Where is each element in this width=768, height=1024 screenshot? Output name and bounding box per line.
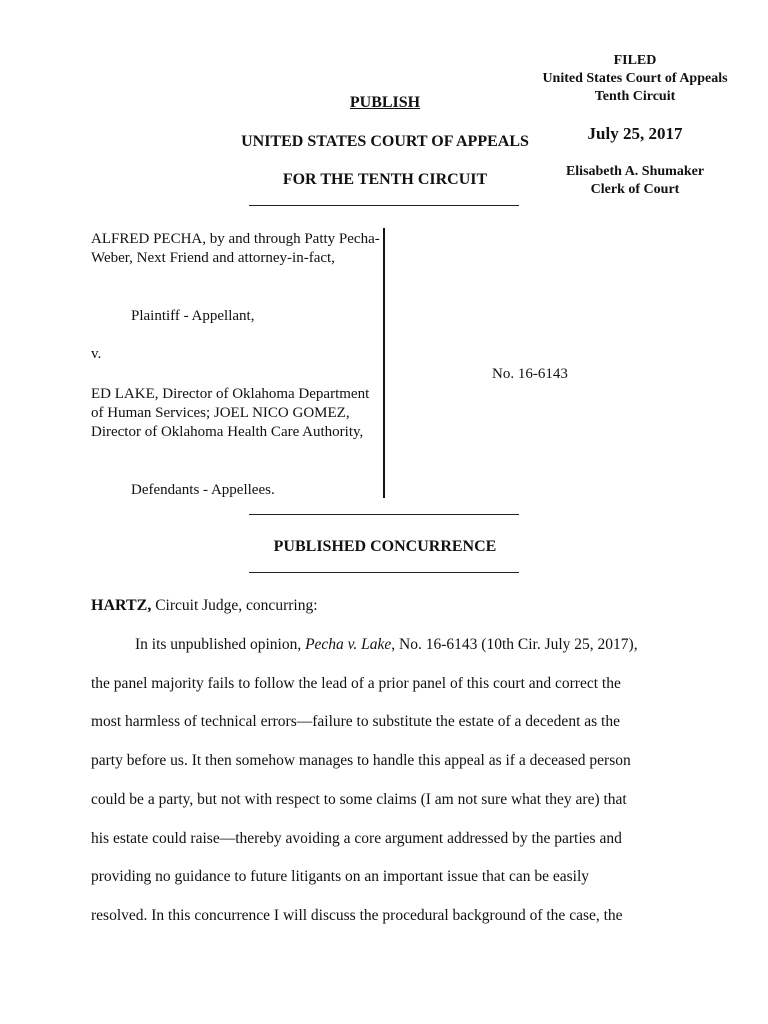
clerk-title: Clerk of Court — [590, 182, 680, 197]
circuit-name: Tenth Circuit — [594, 89, 676, 104]
body-line-4: party before us. It then somehow manages to handle this appeal as if a deceased person — [91, 752, 631, 769]
section-title: PUBLISHED CONCURRENCE — [273, 538, 497, 555]
filed-stamp — [530, 52, 740, 106]
defendants-role: Defendants - Appellees. — [131, 482, 275, 498]
judge-role: Circuit Judge, concurring: — [151, 597, 318, 614]
clerk-name: Elisabeth A. Shumaker — [565, 164, 705, 179]
body-line-7: providing no guidance to future litigants on an important issue that can be easily — [91, 868, 590, 885]
judge-name: HARTZ, — [91, 597, 152, 614]
court-heading: UNITED STATES COURT OF APPEALS — [241, 133, 529, 150]
body-line-1 — [135, 636, 638, 654]
circuit-heading: FOR THE TENTH CIRCUIT — [282, 171, 488, 188]
body-line-3: most harmless of technical errors—failure to substitute the estate of a decedent as the — [91, 713, 620, 730]
plaintiff-name: ALFRED PECHA, by and through Patty Pecha-Weber, Next Friend and attorney-in-fact, — [91, 231, 380, 266]
filed-label: FILED — [613, 53, 657, 68]
body-line-6: his estate could raise—thereby avoiding a core argument addressed by the parties and — [91, 830, 622, 847]
body-line-8: resolved. In this concurrence I will discuss the procedural background of the case, the — [91, 907, 623, 924]
body-text: In its unpublished opinion, — [135, 636, 306, 653]
author-line — [91, 597, 318, 615]
versus: v. — [91, 346, 102, 362]
publish-label: PUBLISH — [349, 94, 421, 111]
court-name: United States Court of Appeals — [542, 71, 728, 86]
clerk-block — [530, 163, 740, 199]
plaintiff-role: Plaintiff - Appellant, — [131, 308, 255, 324]
case-citation: Pecha v. Lake — [305, 636, 392, 653]
case-number: No. 16-6143 — [492, 366, 568, 382]
body-line-5: could be a party, but not with respect to some claims (I am not sure what they are) that — [91, 791, 627, 808]
body-text: , No. 16-6143 (10th Cir. July 25, 2017), — [391, 636, 638, 653]
caption-rule — [249, 514, 519, 515]
filed-date: July 25, 2017 — [587, 124, 683, 143]
body-line-2: the panel majority fails to follow the lead of a prior panel of this court and correct the — [91, 675, 621, 692]
defendants-names: ED LAKE, Director of Oklahoma Department of Human Services; JOEL NICO GOMEZ, Director of Oklahoma Health Care Authority, — [91, 386, 370, 440]
header-rule — [249, 205, 519, 206]
caption-divider — [383, 228, 385, 498]
section-rule — [249, 572, 519, 573]
